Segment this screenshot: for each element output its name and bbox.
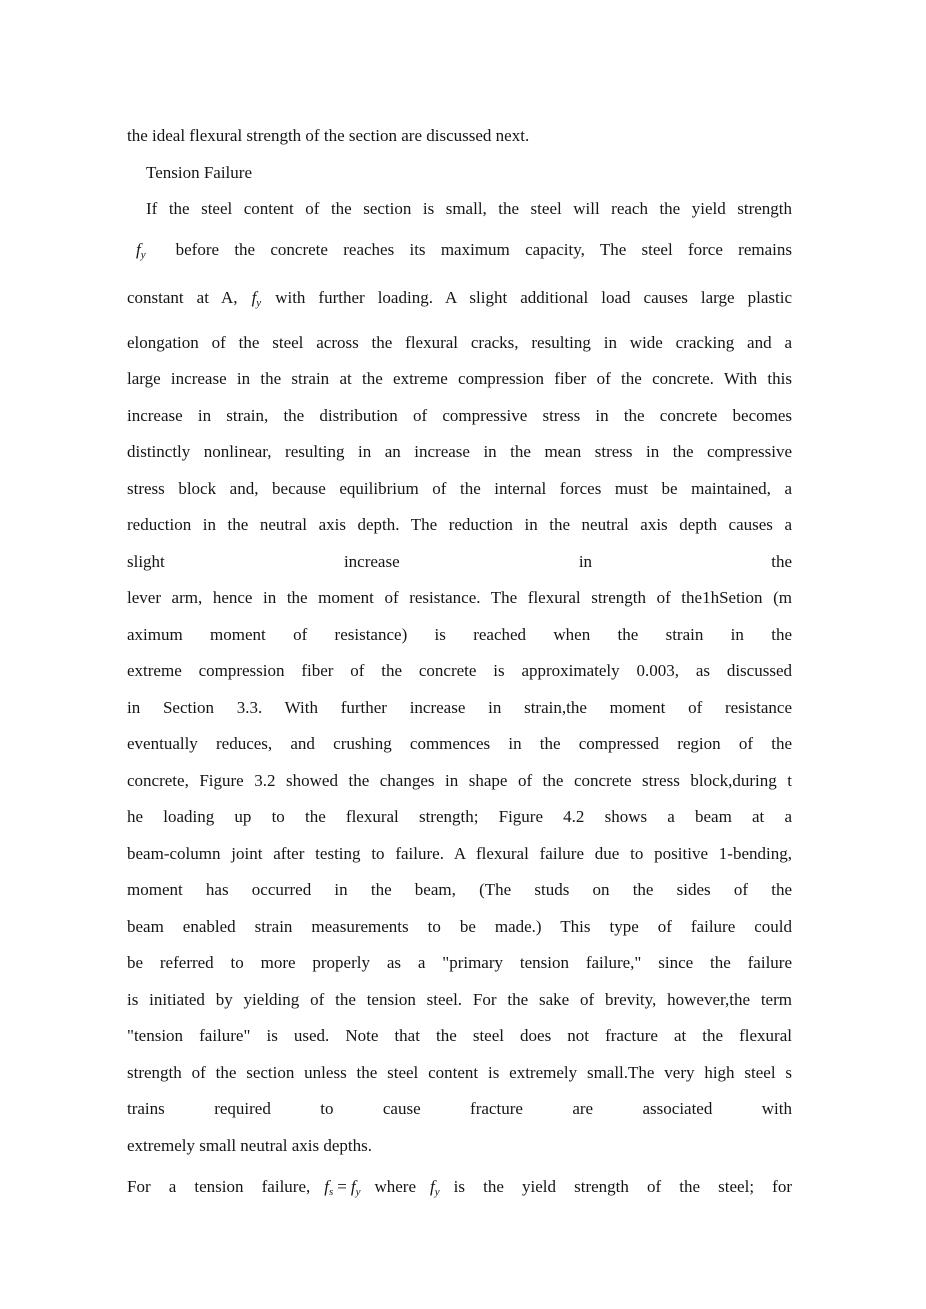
line-text: concrete, Figure 3.2 showed the changes in shape of the concrete stress block,during t [127,770,792,790]
line-text: he loading up to the flexural strength; Figure 4.2 shows a beam at a [127,807,792,826]
text-line [127,1055,792,1092]
line-text: beam enabled strain measurements to be made.) This type of failure could [127,916,792,936]
line-text: in Section 3.3. With further increase in strain,the moment of resistance [127,697,792,717]
line-text: "tension failure" is used. Note that the steel does not fracture at the flexural [127,1026,792,1045]
line-text: extreme compression fiber of the concrete is approximately 0.003, as discussed [127,661,792,680]
line-text: If the steel content of the section is small, the steel will reach the yield strength [146,199,792,218]
line-text: For a tension failure, [127,1177,311,1196]
text-line [127,1128,792,1165]
text-line [127,280,792,317]
line-text: reduction in the neutral axis depth. The reduction in the neutral axis depth causes a [127,515,792,534]
line-text: be referred to more properly as a "primary tension failure," since the failure [127,953,792,972]
line-text: where [374,1177,417,1196]
line-text: the ideal flexural strength of the section are discussed next. [127,126,530,145]
line-text: aximum moment of resistance) is reached when the strain in the [127,624,792,644]
text-line [127,398,792,435]
text-line [127,118,792,155]
f-letter: f [350,1177,356,1196]
line-text: large increase in the strain at the extreme compression fiber of the concrete. With this [127,369,792,388]
fy-symbol [351,1177,361,1196]
text-line [127,1018,792,1055]
line-text: before the concrete reaches its maximum capacity, The steel force remains [175,239,792,259]
text-line [127,690,792,727]
line-text: slight increase in the [127,551,792,571]
line-text: trains required to cause fracture are associated with [127,1099,792,1118]
section-heading [127,155,792,192]
line-text: is the yield strength of the steel; for [453,1177,792,1196]
subscript-y: y [140,248,146,261]
fy-symbol [136,240,146,259]
f-letter: f [251,288,257,307]
line-text: extremely small neutral axis depths. [127,1135,373,1155]
text-line [127,232,792,269]
text-line [127,1169,792,1206]
text-line [127,872,792,909]
text-line [127,580,792,617]
text-line [127,325,792,362]
text-line [127,544,792,581]
text-line [127,763,792,800]
line-text: constant at A, [127,288,238,307]
line-text: eventually reduces, and crushing commences in the compressed region of the [127,734,792,753]
text-line [127,617,792,654]
text-line [127,836,792,873]
line-text: increase in strain, the distribution of compressive stress in the concrete becomes [127,405,792,425]
equals-sign: = [337,1177,347,1196]
f-letter: f [430,1177,435,1196]
line-text: moment has occurred in the beam, (The studs on the sides of the [127,880,792,899]
text-line [127,507,792,544]
f-letter: f [324,1177,329,1196]
line-text: beam-column joint after testing to failure. A flexural failure due to positive 1-bending, [127,843,792,863]
line-text: distinctly nonlinear, resulting in an increase in the mean stress in the compressive [127,442,792,461]
text-line [127,799,792,836]
line-text: strength of the section unless the steel content is extremely small.The very high steel s [127,1062,792,1082]
fs-symbol [324,1177,333,1196]
text-line [127,909,792,946]
text-line [127,653,792,690]
text-line [127,471,792,508]
heading-text: Tension Failure [146,162,252,182]
line-text: stress block and, because equilibrium of the internal forces must be maintained, a [127,478,792,498]
line-text: elongation of the steel across the flexural cracks, resulting in wide cracking and a [127,332,792,352]
subscript-s: s [328,1186,334,1198]
fs-equals-fy-formula [324,1177,360,1196]
text-line [127,1091,792,1128]
text-body [127,118,792,1206]
text-line [127,726,792,763]
subscript-y: y [256,297,262,309]
line-text: lever arm, hence in the moment of resistance. The flexural strength of the1hSetion (m [127,588,792,607]
fy-symbol [430,1177,440,1196]
text-line [127,982,792,1019]
text-line [127,434,792,471]
line-text: with further loading. A slight additional load causes large plastic [275,288,792,307]
text-line [127,361,792,398]
text-line [127,191,792,228]
text-line [127,945,792,982]
subscript-y: y [355,1186,361,1198]
f-letter: f [136,239,141,259]
subscript-y: y [434,1186,440,1198]
line-text: is initiated by yielding of the tension steel. For the sake of brevity, however,the term [127,989,792,1009]
fy-symbol [252,288,262,307]
